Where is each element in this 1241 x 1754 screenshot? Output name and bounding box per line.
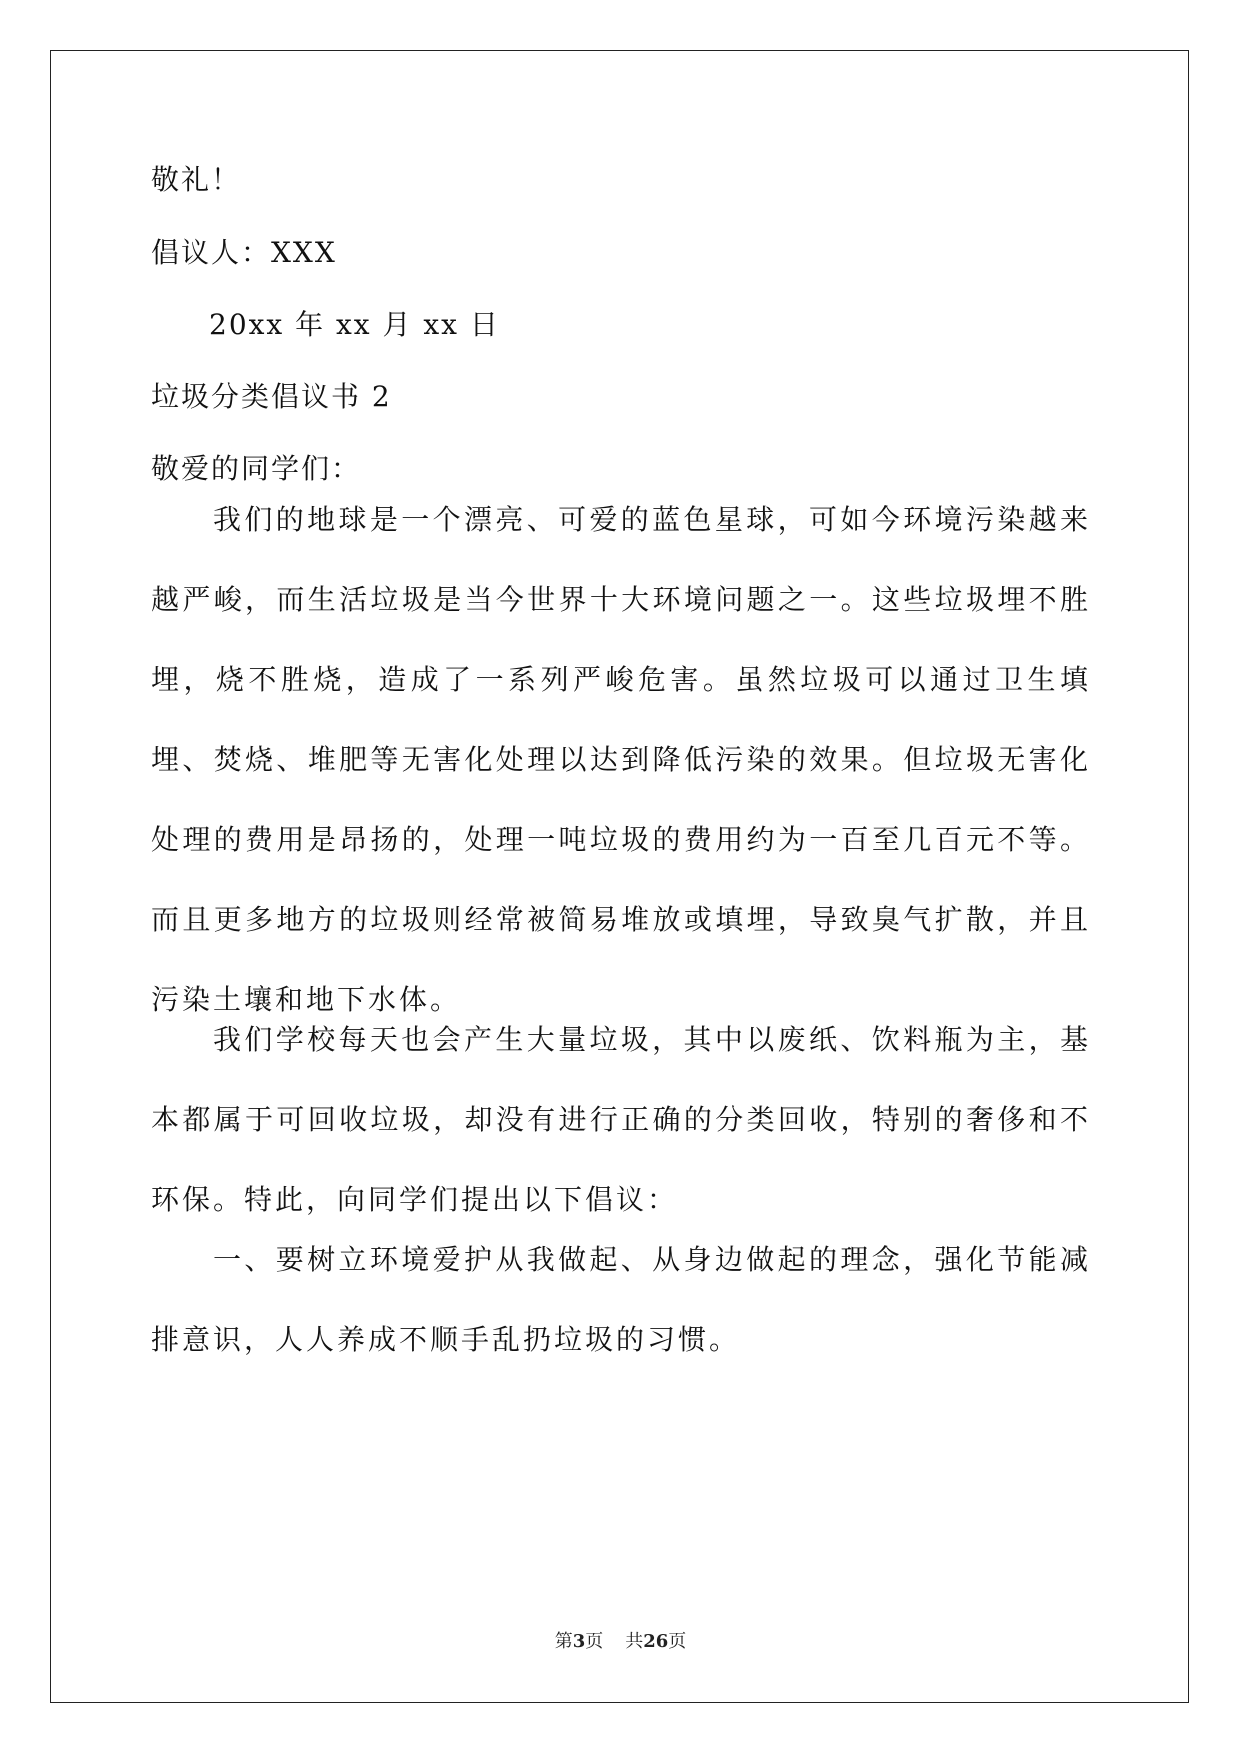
- proposer-line: 倡议人：XXX: [151, 236, 337, 269]
- paragraph-3: 一、要树立环境爱护从我做起、从身边做起的理念，强化节能减排意识，人人养成不顺手乱扔垃圾的习惯。: [151, 1243, 1091, 1356]
- page-suffix: 页: [585, 1631, 604, 1652]
- salutation-line: 敬爱的同学们：: [151, 452, 362, 485]
- paragraph-1: 我们的地球是一个漂亮、可爱的蓝色星球，可如今环境污染越来越严峻，而生活垃圾是当今世界十大环境问题之一。这些垃圾埋不胜埋，烧不胜烧，造成了一系列严峻危害。虽然垃圾可以通过卫生填埋、焚烧、堆肥等无害化处理以达到降低污染的效果。但垃圾无害化处理的费用是昂扬的，处理一吨垃圾的费用约为一百至几百元不等。而且更多地方的垃圾则经常被简易堆放或填埋，导致臭气扩散，并且污染土壤和地下水体。: [151, 503, 1091, 1016]
- closing-line: 敬礼！: [151, 163, 242, 196]
- total-prefix: 共: [625, 1631, 644, 1652]
- page-number: 3: [572, 1631, 586, 1652]
- page-footer: [0, 1627, 1241, 1653]
- paragraph-2: 我们学校每天也会产生大量垃圾，其中以废纸、饮料瓶为主，基本都属于可回收垃圾，却没有进行正确的分类回收，特别的奢侈和不环保。特此，向同学们提出以下倡议：: [151, 1023, 1091, 1216]
- total-pages: 26: [643, 1631, 669, 1652]
- page-prefix: 第: [554, 1631, 573, 1652]
- section-title: 垃圾分类倡议书 2: [151, 380, 392, 413]
- total-suffix: 页: [668, 1631, 687, 1652]
- date-line: 20xx 年 xx 月 xx 日: [209, 308, 500, 341]
